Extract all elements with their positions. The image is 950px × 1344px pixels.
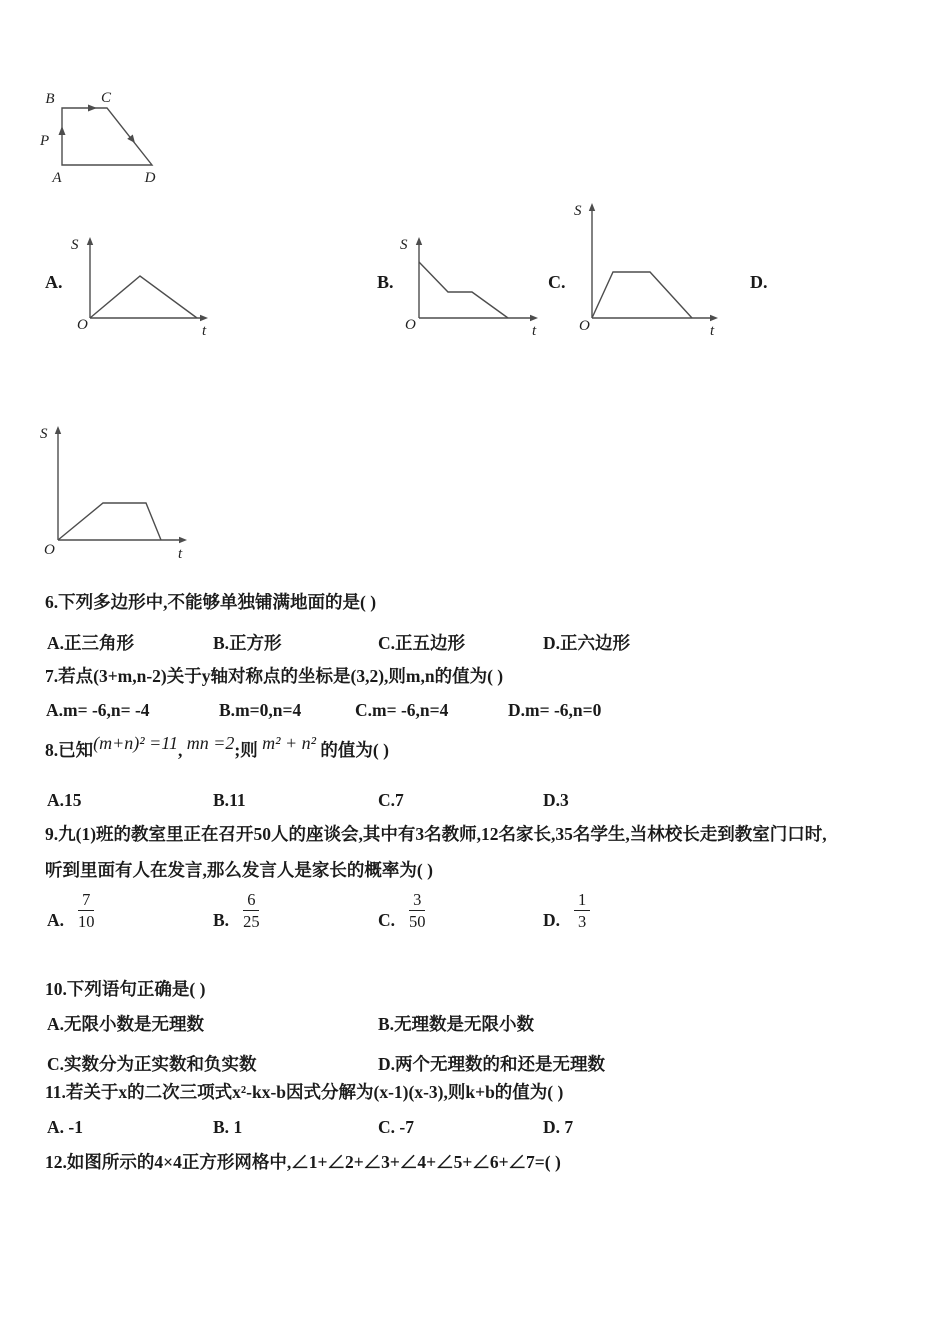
s-label: S (574, 203, 582, 219)
t-label: t (202, 323, 207, 339)
vertex-c-label: C (100, 90, 112, 106)
question-8-options (45, 788, 907, 814)
fraction: $\frac{6}{25}$ (243, 890, 260, 931)
curve (419, 262, 508, 318)
formula-m-plus-n-squared: (m+n)² =11 (93, 733, 178, 753)
s-axis-arrow-icon (589, 203, 595, 211)
t-label: t (532, 323, 537, 339)
trapezoid-outline (62, 108, 152, 165)
question-11-stem: 11.若关于x的二次三项式x²-kx-b因式分解为(x-1)(x-3),则k+b的值为( ) (45, 1082, 564, 1102)
t-label: t (178, 546, 183, 562)
question-10-stem: 10.下列语句正确是( ) (45, 979, 206, 999)
q8-option-d: D.3 (543, 790, 569, 810)
question-8-stem: 8.已知(m+n)² =11, mn =2;则 m² + n² 的值为( ) (45, 733, 389, 760)
origin-label: O (405, 317, 416, 333)
graph-c-trapezoid (568, 198, 726, 343)
graph-option-c-label: C. (548, 272, 566, 292)
q8-option-a: A.15 (47, 790, 82, 810)
question-12-stem: 12.如图所示的4×4正方形网格中,∠1+∠2+∠3+∠4+∠5+∠6+∠7=( ) (45, 1152, 561, 1172)
q10-option-c: C.实数分为正实数和负实数 (47, 1054, 257, 1074)
s-label: S (40, 426, 48, 442)
t-axis-arrow-icon (200, 315, 208, 321)
q9-option-b: B. $\frac{6}{25}$ (213, 890, 260, 931)
t-axis-arrow-icon (710, 315, 718, 321)
q9-option-d: D. $\frac{1}{3}$ (543, 890, 590, 931)
q10-option-d: D.两个无理数的和还是无理数 (378, 1054, 606, 1074)
q7-option-b: B.m=0,n=4 (219, 700, 302, 720)
point-p-label: P (40, 133, 50, 149)
graph-a-triangle (70, 232, 215, 344)
formula-mn: mn =2 (186, 733, 235, 753)
t-axis-arrow-icon (179, 537, 187, 543)
origin-label: O (44, 542, 55, 558)
q8-option-b: B.11 (213, 790, 246, 810)
vertex-b-label: B (45, 91, 55, 107)
q6-option-b: B.正方形 (213, 633, 282, 653)
s-axis-arrow-icon (55, 426, 61, 434)
fraction: $\frac{1}{3}$ (574, 890, 590, 931)
q7-option-a: A.m= -6,n= -4 (46, 700, 150, 720)
q10-option-a: A.无限小数是无理数 (47, 1014, 205, 1034)
s-label: S (400, 237, 408, 253)
graph-d-trapezoid (24, 424, 199, 564)
q9-option-c: C. $\frac{3}{50}$ (378, 890, 426, 931)
vertex-d-label: D (144, 170, 156, 186)
question-6-stem: 6.下列多边形中,不能够单独铺满地面的是( ) (45, 592, 377, 612)
graph-option-d-label: D. (750, 272, 768, 292)
origin-label: O (77, 317, 88, 333)
question-10-options-row1 (45, 1012, 907, 1038)
q9-option-a: A. $\frac{7}{10}$ (47, 890, 95, 931)
s-label: S (71, 237, 79, 253)
t-axis-arrow-icon (530, 315, 538, 321)
curve (592, 272, 692, 318)
fraction: $\frac{3}{50}$ (409, 890, 426, 931)
question-9-stem-line1: 9.九(1)班的教室里正在召开50人的座谈会,其中有3名教师,12名家长,35名学生,当林校长走到教室门口时, (45, 824, 827, 844)
curve (58, 503, 161, 540)
q8-option-c: C.7 (378, 790, 404, 810)
right-arrow-icon (88, 105, 97, 112)
question-9-stem-line2: 听到里面有人在发言,那么发言人是家长的概率为( ) (45, 860, 433, 880)
vertex-a-label: A (52, 170, 62, 186)
graph-option-b-label: B. (377, 272, 394, 292)
q11-option-b: B. 1 (213, 1117, 243, 1137)
graph-option-a-label: A. (45, 272, 63, 292)
question-6-options (45, 631, 907, 657)
q6-option-d: D.正六边形 (543, 633, 631, 653)
q11-option-d: D. 7 (543, 1117, 574, 1137)
question-11-options (45, 1115, 907, 1141)
up-arrow-icon (59, 126, 66, 135)
s-axis-arrow-icon (416, 237, 422, 245)
q11-option-a: A. -1 (47, 1117, 83, 1137)
trapezoid-figure (10, 88, 170, 198)
question-7-stem: 7.若点(3+m,n-2)关于y轴对称点的坐标是(3,2),则m,n的值为( ) (45, 666, 504, 686)
question-7-options (45, 698, 907, 724)
q10-option-b: B.无理数是无限小数 (378, 1014, 535, 1034)
s-axis-arrow-icon (87, 237, 93, 245)
t-label: t (710, 323, 715, 339)
formula-m2-plus-n2: m² + n² (262, 733, 317, 753)
q7-option-c: C.m= -6,n=4 (355, 700, 449, 720)
fraction: $\frac{7}{10}$ (78, 890, 95, 931)
curve (90, 276, 197, 318)
question-9-options (45, 890, 907, 940)
graph-b-decreasing-step (395, 232, 545, 344)
questions-area (45, 580, 907, 1344)
origin-label: O (579, 318, 590, 334)
question-10-options-row2 (45, 1052, 907, 1078)
q6-option-a: A.正三角形 (47, 633, 135, 653)
q7-option-d: D.m= -6,n=0 (508, 700, 602, 720)
q6-option-c: C.正五边形 (378, 633, 466, 653)
q11-option-c: C. -7 (378, 1117, 414, 1137)
